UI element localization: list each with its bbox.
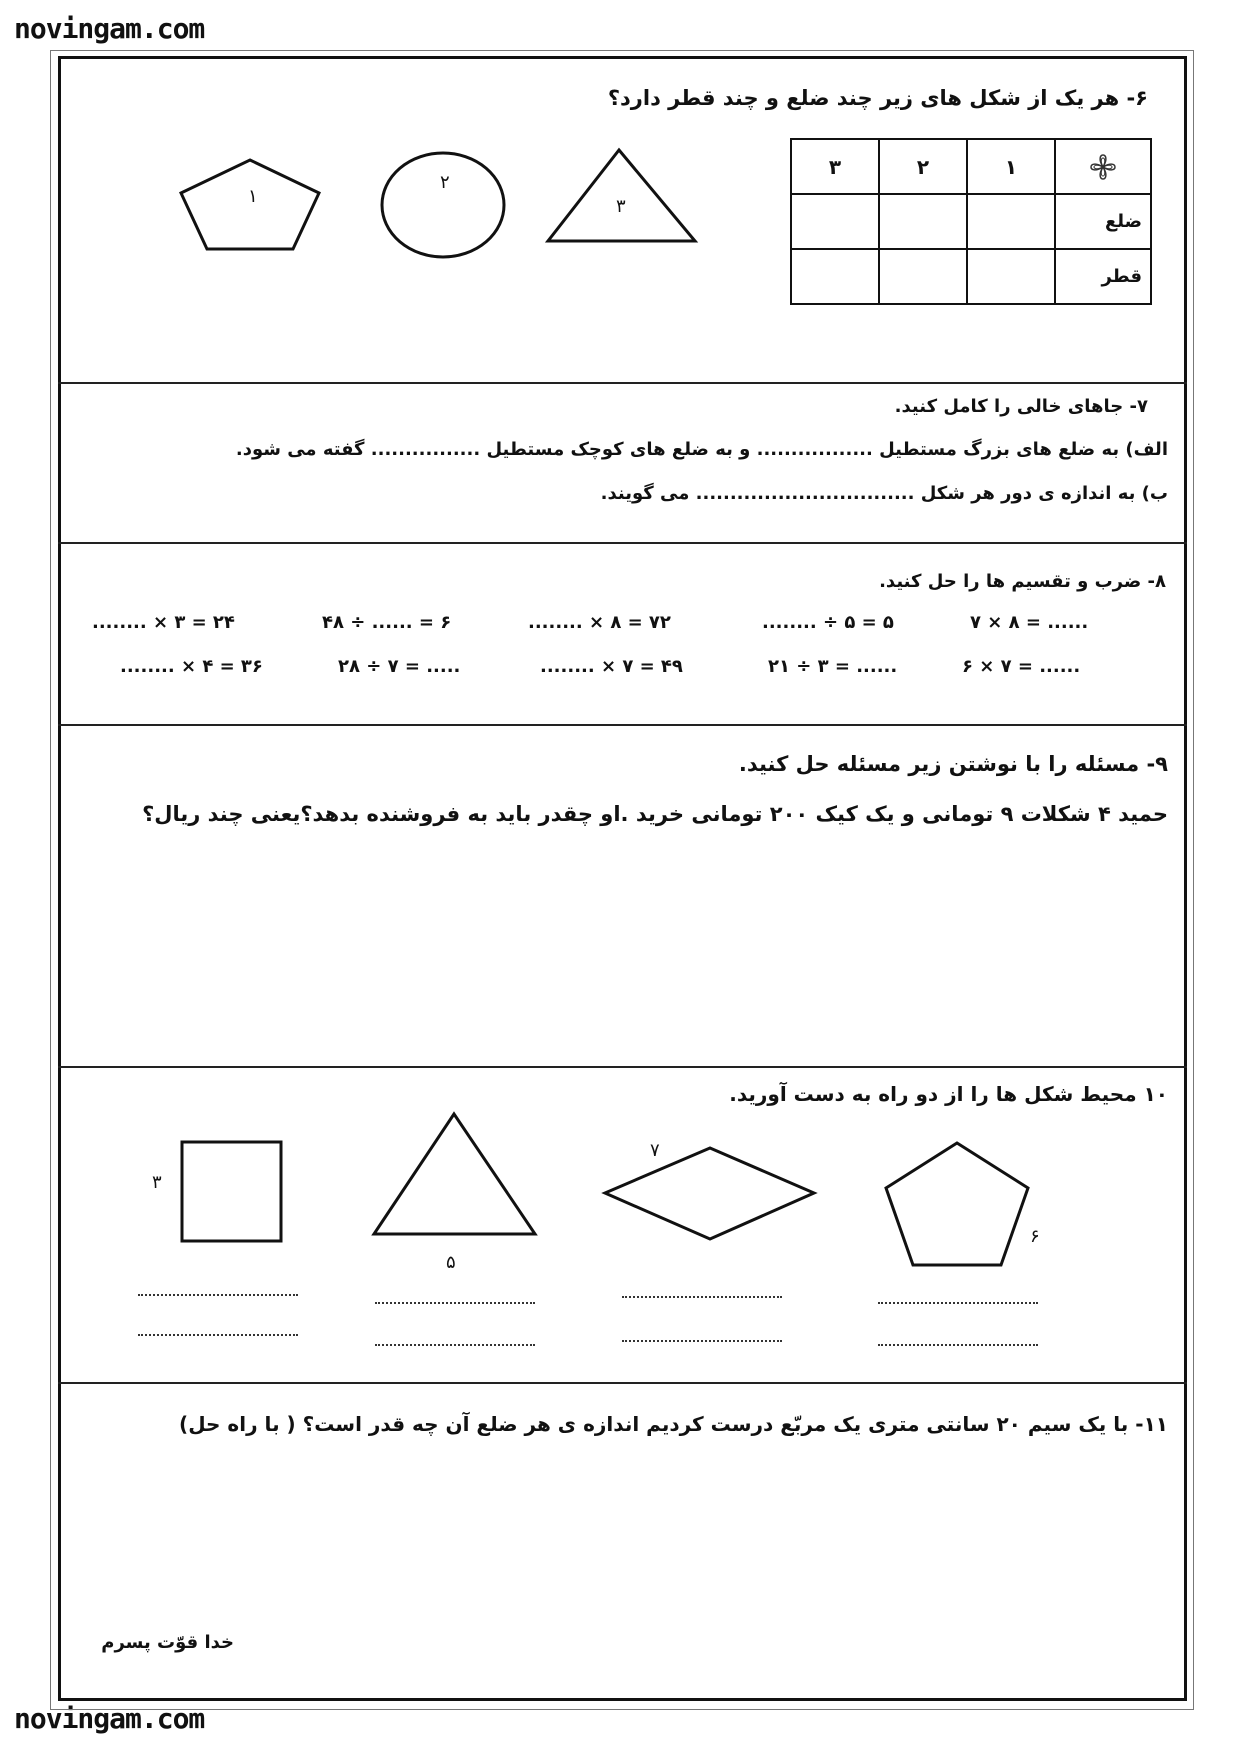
answer-cell[interactable]	[879, 194, 967, 249]
shape-label-1: ۱	[248, 186, 258, 207]
triangle-side-label: ۵	[446, 1252, 456, 1273]
section-divider	[58, 382, 1187, 384]
circle-shape	[378, 150, 508, 260]
square-side-label: ۳	[152, 1172, 162, 1193]
answer-cell[interactable]	[791, 249, 879, 304]
q11-title: ۱۱- با یک سیم ۲۰ سانتی متری یک مربّع درست کردیم اندازه ی هر ضلع آن چه قدر است؟ ( با راه حل)	[179, 1412, 1168, 1436]
q10-title: ۱۰ محیط شکل ها را از دو راه به دست آورید.	[729, 1082, 1168, 1106]
answer-line[interactable]	[138, 1294, 298, 1296]
q8-item: ........ × ۸ = ۷۲	[528, 612, 671, 633]
q8-item: ........ × ۳ = ۲۴	[92, 612, 235, 633]
q8-item: ۴۸ ÷ ...... = ۶	[322, 612, 452, 633]
q7-part-a: الف) به ضلع های بزرگ مستطیل ................. و به ضلع های کوچک مستطیل ................ گفته می شود.	[235, 439, 1168, 460]
q8-item: ۲۸ ÷ ۷ = .....	[338, 656, 461, 677]
section-divider	[58, 1066, 1187, 1068]
answer-cell[interactable]	[967, 249, 1055, 304]
triangle-shape	[370, 1110, 540, 1240]
shape-label-3: ۳	[616, 196, 626, 217]
q7-title: ۷- جاهای خالی را کامل کنید.	[894, 396, 1148, 417]
section-divider	[58, 542, 1187, 544]
section-divider	[58, 724, 1187, 726]
q8-item: ........ × ۷ = ۴۹	[540, 656, 683, 677]
answer-line[interactable]	[375, 1302, 535, 1304]
q9-problem: حمید ۴ شکلات ۹ تومانی و یک کیک ۲۰۰ تومانی خرید .او چقدر باید به فروشنده بدهد؟یعنی چند ریال؟	[142, 802, 1168, 826]
answer-line[interactable]	[878, 1344, 1038, 1346]
answer-cell[interactable]	[879, 249, 967, 304]
q7-part-b: ب) به اندازه ی دور هر شکل ................................ می گویند.	[600, 483, 1168, 504]
q6-title: ۶- هر یک از شکل های زیر چند ضلع و چند قطر دارد؟	[607, 86, 1148, 110]
table-corner-cell	[1055, 139, 1151, 194]
answer-line[interactable]	[375, 1344, 535, 1346]
section-divider	[58, 1382, 1187, 1384]
q8-item: ........ × ۴ = ۳۶	[120, 656, 263, 677]
footer-note: خدا قوّت پسرم	[101, 1632, 234, 1653]
answer-line[interactable]	[138, 1334, 298, 1336]
answer-cell[interactable]	[967, 194, 1055, 249]
shape-label-2: ۲	[440, 172, 450, 193]
square-shape	[178, 1138, 286, 1244]
q8-item: ۷ × ۸ = ......	[970, 612, 1089, 633]
table-header-1: ۱	[967, 139, 1055, 194]
rhombus-shape	[602, 1145, 817, 1245]
table-row-label-diagonals: قطر	[1055, 249, 1151, 304]
answer-line[interactable]	[622, 1340, 782, 1342]
sides-diagonals-table	[790, 138, 1152, 305]
rhombus-side-label: ۷	[650, 1140, 660, 1161]
table-row-label-sides: ضلع	[1055, 194, 1151, 249]
q8-item: ........ ÷ ۵ = ۵	[762, 612, 894, 633]
watermark-top: novingam.com	[14, 12, 205, 45]
answer-cell[interactable]	[791, 194, 879, 249]
watermark-bottom: novingam.com	[14, 1702, 205, 1735]
q9-title: ۹- مسئله را با نوشتن زیر مسئله حل کنید.	[738, 752, 1168, 776]
q8-title: ۸- ضرب و تقسیم ها را حل کنید.	[879, 571, 1166, 592]
table-header-3: ۳	[791, 139, 879, 194]
q8-item: ۲۱ ÷ ۳ = ......	[768, 656, 898, 677]
triangle-shape	[545, 145, 700, 245]
answer-line[interactable]	[622, 1296, 782, 1298]
q8-item: ۶ × ۷ = ......	[962, 656, 1081, 677]
table-header-2: ۲	[879, 139, 967, 194]
pentagon-side-label: ۶	[1030, 1226, 1040, 1247]
flower-icon	[1083, 147, 1123, 187]
pentagon-shape	[880, 1140, 1035, 1270]
answer-line[interactable]	[878, 1302, 1038, 1304]
